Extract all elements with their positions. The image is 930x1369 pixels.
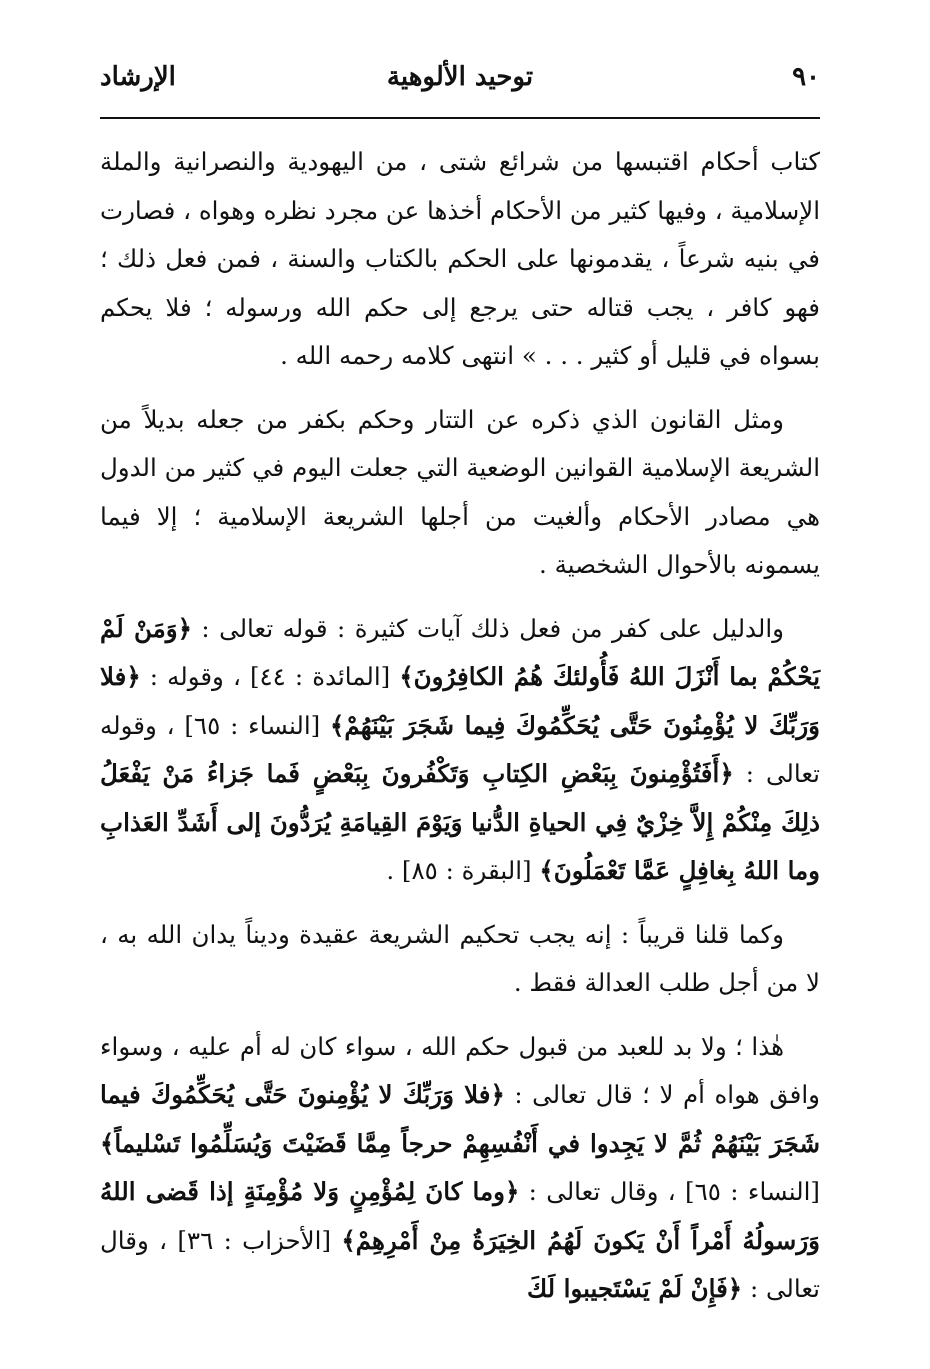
paragraph bbox=[100, 605, 820, 896]
page-number: ٩٠ bbox=[792, 62, 820, 92]
text-segment: وكما قلنا قريباً : إنه يجب تحكيم الشريعة عقيدة وديناً يدان الله به ، لا من أجل طلب العدالة فقط . bbox=[100, 919, 820, 997]
text-segment: هٰذا ؛ ولا بد للعبد من قبول حكم الله ، سواء كان له أم عليه ، وسواء وافق هواه أم لا ؛ قال تعالى : bbox=[100, 1031, 820, 1109]
page-header bbox=[100, 62, 820, 106]
quran-verse: ﴿أَفَتُؤْمِنونَ بِبَعْضِ الكِتابِ وَتَكْفُرونَ بِبَعْضٍ فَما جَزاءُ مَنْ يَفْعَلُ ذلِكَ مِنْكُمْ إِلاَّ خِزْيٌ فِي الحياةِ الدُّنيا وَيَوْمَ القِيامَةِ يُرَدُّونَ إلى أَشَدِّ العَذابِ وما اللهُ بِغافِلٍ عَمَّا تَعْمَلُونَ﴾ bbox=[100, 759, 820, 885]
verse-reference: [النساء : ٦٥] ، وقال تعالى : bbox=[519, 1177, 820, 1206]
chapter-title: توحيد الألوهية bbox=[386, 62, 534, 92]
book-title: الإرشاد bbox=[100, 62, 176, 92]
paragraph bbox=[100, 396, 820, 590]
quran-verse: ﴿فَإِنْ لَمْ يَسْتَجيبوا لَكَ bbox=[527, 1274, 743, 1303]
text-segment: والدليل على كفر من فعل ذلك آيات كثيرة : قوله تعالى : bbox=[191, 613, 784, 643]
verse-reference: [النساء : ٦٥] ، وقوله تعالى : bbox=[100, 710, 820, 788]
text-segment: كتاب أحكام اقتبسها من شرائع شتى ، من اليهودية والنصرانية والملة الإسلامية ، وفيها كثير من الأحكام أخذها عن مجرد نظره وهواه ، فصارت في بنيه شرعاً ، يقدمونها على الحكم بالكتاب والسنة ، فمن فعل ذلك ؛ فهو كافر ، يجب قتاله حتى يرجع إلى حكم الله ورسوله ؛ فلا يحكم بسواه في قليل أو كثير . . . » انتهى كلامه رحمه الله . bbox=[100, 147, 820, 370]
quran-verse: ﴿فلا وَرَبِّكَ لا يُؤْمِنُونَ حَتَّى يُحَكِّمُوكَ فِيما شَجَرَ بَيْنَهُمْ﴾ bbox=[100, 662, 820, 740]
paragraph bbox=[100, 138, 820, 381]
verse-reference: [البقرة : ٨٥] . bbox=[386, 856, 540, 885]
quran-verse: ﴿وما كانَ لِمُؤْمِنٍ وَلا مُؤْمِنَةٍ إذا قَضى اللهُ وَرَسولُهُ أَمْراً أَنْ يَكونَ لَهُمُ الخِيَرَةُ مِنْ أَمْرِهِمْ﴾ bbox=[100, 1177, 820, 1255]
text-segment: ومثل القانون الذي ذكره عن التتار وحكم بكفر من جعله بديلاً من الشريعة الإسلامية القوانين الوضعية التي جعلت اليوم في كثير من الدول هي مصادر الأحكام وألغيت من أجلها الشريعة الإسلامية ؛ إلا فيما يسمونه بالأحوال الشخصية . bbox=[100, 404, 820, 579]
page-body bbox=[100, 138, 820, 1329]
quran-verse: ﴿وَمَنْ لَمْ يَحْكُمْ بما أَنْزَلَ اللهُ فَأُولئكَ هُمُ الكافِرُونَ﴾ bbox=[100, 613, 821, 691]
verse-reference: [الأحزاب : ٣٦] ، وقال تعالى : bbox=[100, 1225, 820, 1303]
header-divider bbox=[100, 117, 820, 119]
quran-verse: ﴿فلا وَرَبِّكَ لا يُؤْمِنونَ حَتَّى يُحَكِّمُوكَ فيما شَجَرَ بَيْنَهُمْ ثُمَّ لا يَجِدوا في أَنْفُسِهِمْ حرجاً مِمَّا قَضَيْتَ وَيُسَلِّمُوا تَسْليماً﴾ bbox=[100, 1080, 820, 1158]
paragraph bbox=[100, 1023, 820, 1314]
paragraph bbox=[100, 911, 820, 1008]
verse-reference: [المائدة : ٤٤] ، وقوله : bbox=[140, 662, 400, 691]
